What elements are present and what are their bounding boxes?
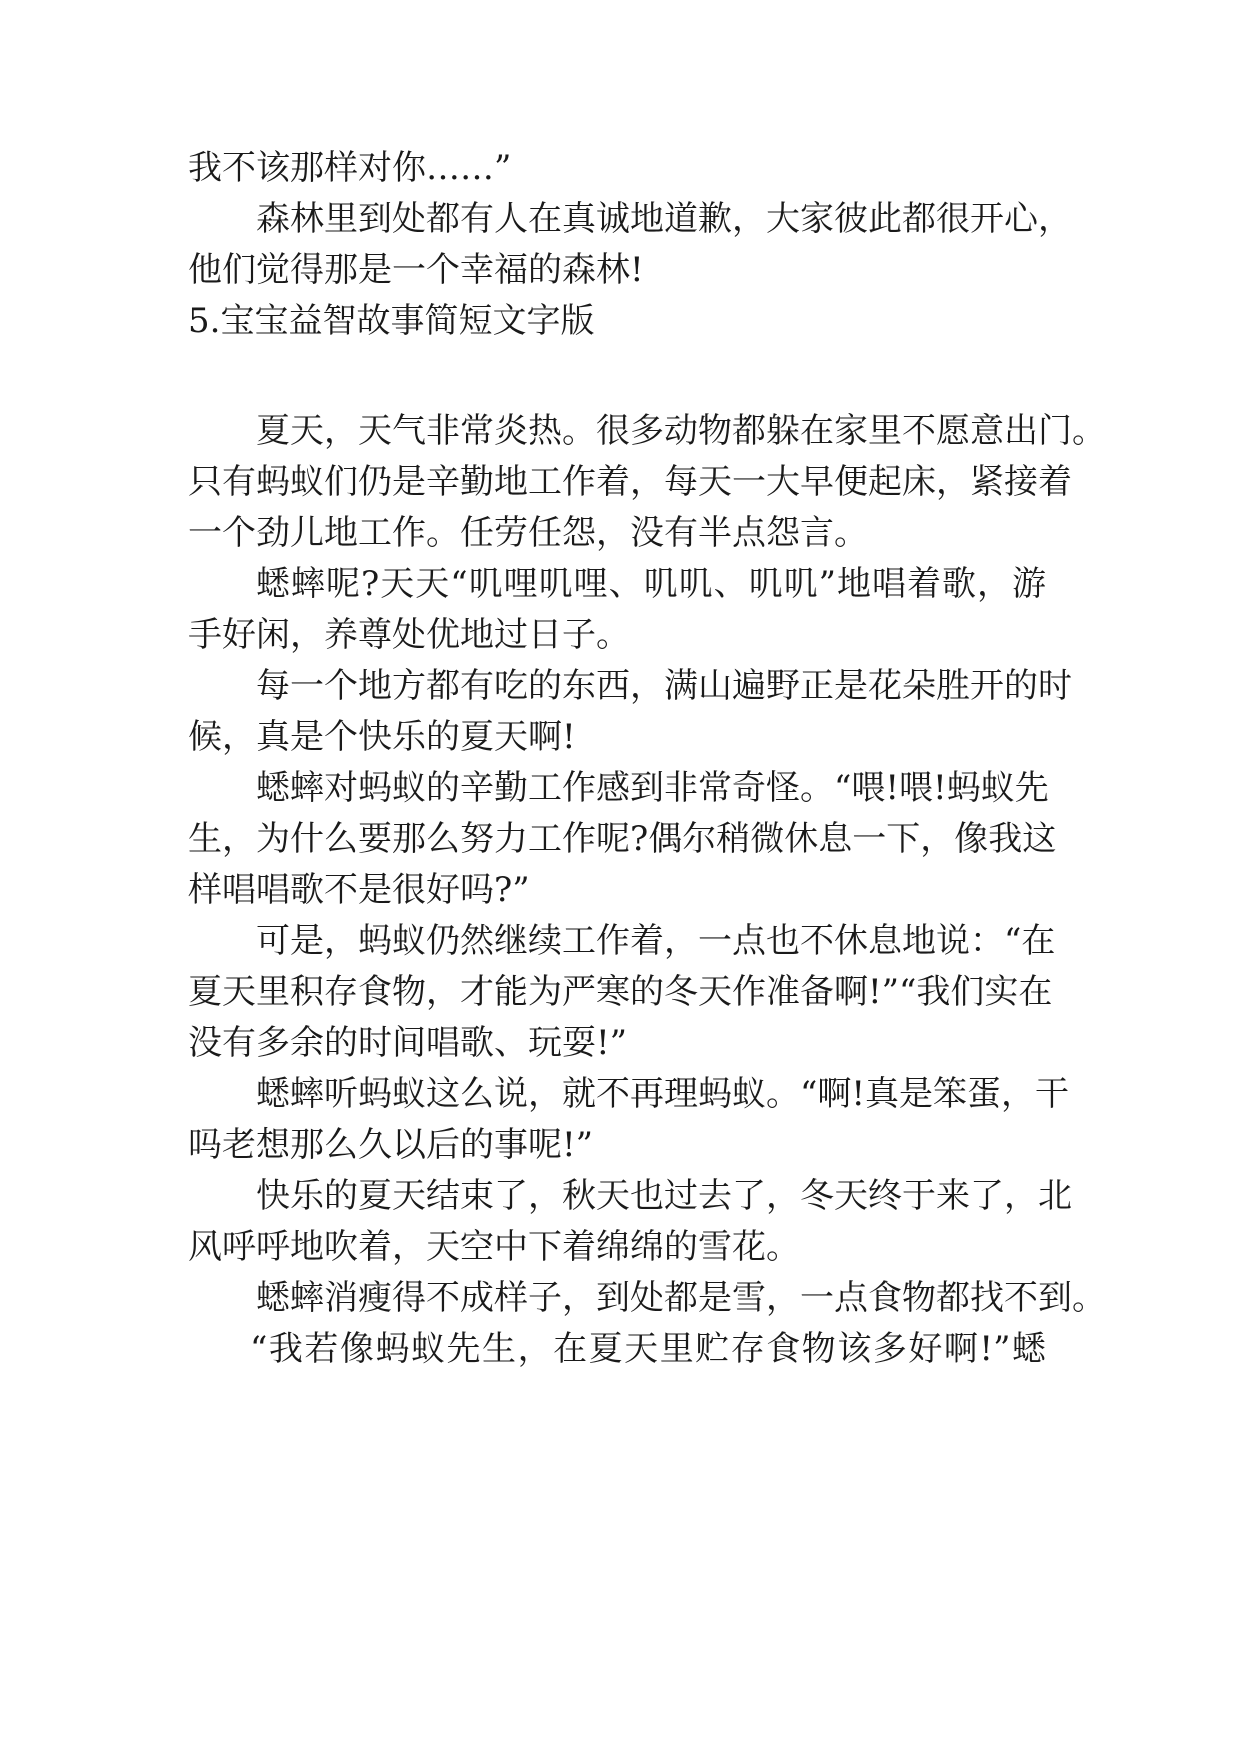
text-line-11: 候，真是个快乐的夏天啊! [188,717,576,757]
text-line-3: 他们觉得那是一个幸福的森林! [188,250,644,290]
text-line-10: 每一个地方都有吃的东西，满山遍野正是花朵胜开的时 [256,666,1072,706]
text-line-8: 蟋蟀呢?天天“叽哩叽哩、叽叽、叽叽”地唱着歌，游 [256,564,1046,604]
text-line-12: 蟋蟀对蚂蚁的辛勤工作感到非常奇怪。“喂!喂!蚂蚁先 [256,768,1049,808]
text-line-15: 可是，蚂蚁仍然继续工作着，一点也不休息地说：“在 [256,921,1056,961]
text-line-6: 只有蚂蚁们仍是辛勤地工作着，每天一大早便起床，紧接着 [188,462,1072,502]
text-line-22: 蟋蟀消瘦得不成样子，到处都是雪，一点食物都找不到。 [256,1278,1106,1318]
text-line-23: “我若像蚂蚁先生，在夏天里贮存食物该多好啊!”蟋 [250,1329,1046,1369]
text-line-7: 一个劲儿地工作。任劳任怨，没有半点怨言。 [188,513,868,553]
text-line-17: 没有多余的时间唱歌、玩耍!” [188,1023,628,1063]
text-line-1: 我不该那样对你……” [188,148,512,188]
text-line-21: 风呼呼地吹着，天空中下着绵绵的雪花。 [188,1227,800,1267]
text-line-14: 样唱唱歌不是很好吗?” [188,870,530,910]
text-line-2: 森林里到处都有人在真诚地道歉，大家彼此都很开心， [256,199,1072,239]
text-line-20: 快乐的夏天结束了，秋天也过去了，冬天终于来了，北 [256,1176,1072,1216]
text-line-16: 夏天里积存食物，才能为严寒的冬天作准备啊!”“我们实在 [188,972,1053,1012]
section-heading: 5.宝宝益智故事简短文字版 [188,301,595,341]
text-line-18: 蟋蟀听蚂蚁这么说，就不再理蚂蚁。“啊!真是笨蛋，干 [256,1074,1070,1114]
text-line-5: 夏天，天气非常炎热。很多动物都躲在家里不愿意出门。 [256,411,1106,451]
text-line-19: 吗老想那么久以后的事呢!” [188,1125,594,1165]
text-line-9: 手好闲，养尊处优地过日子。 [188,615,630,655]
text-line-13: 生，为什么要那么努力工作呢?偶尔稍微休息一下，像我这 [188,819,1057,859]
